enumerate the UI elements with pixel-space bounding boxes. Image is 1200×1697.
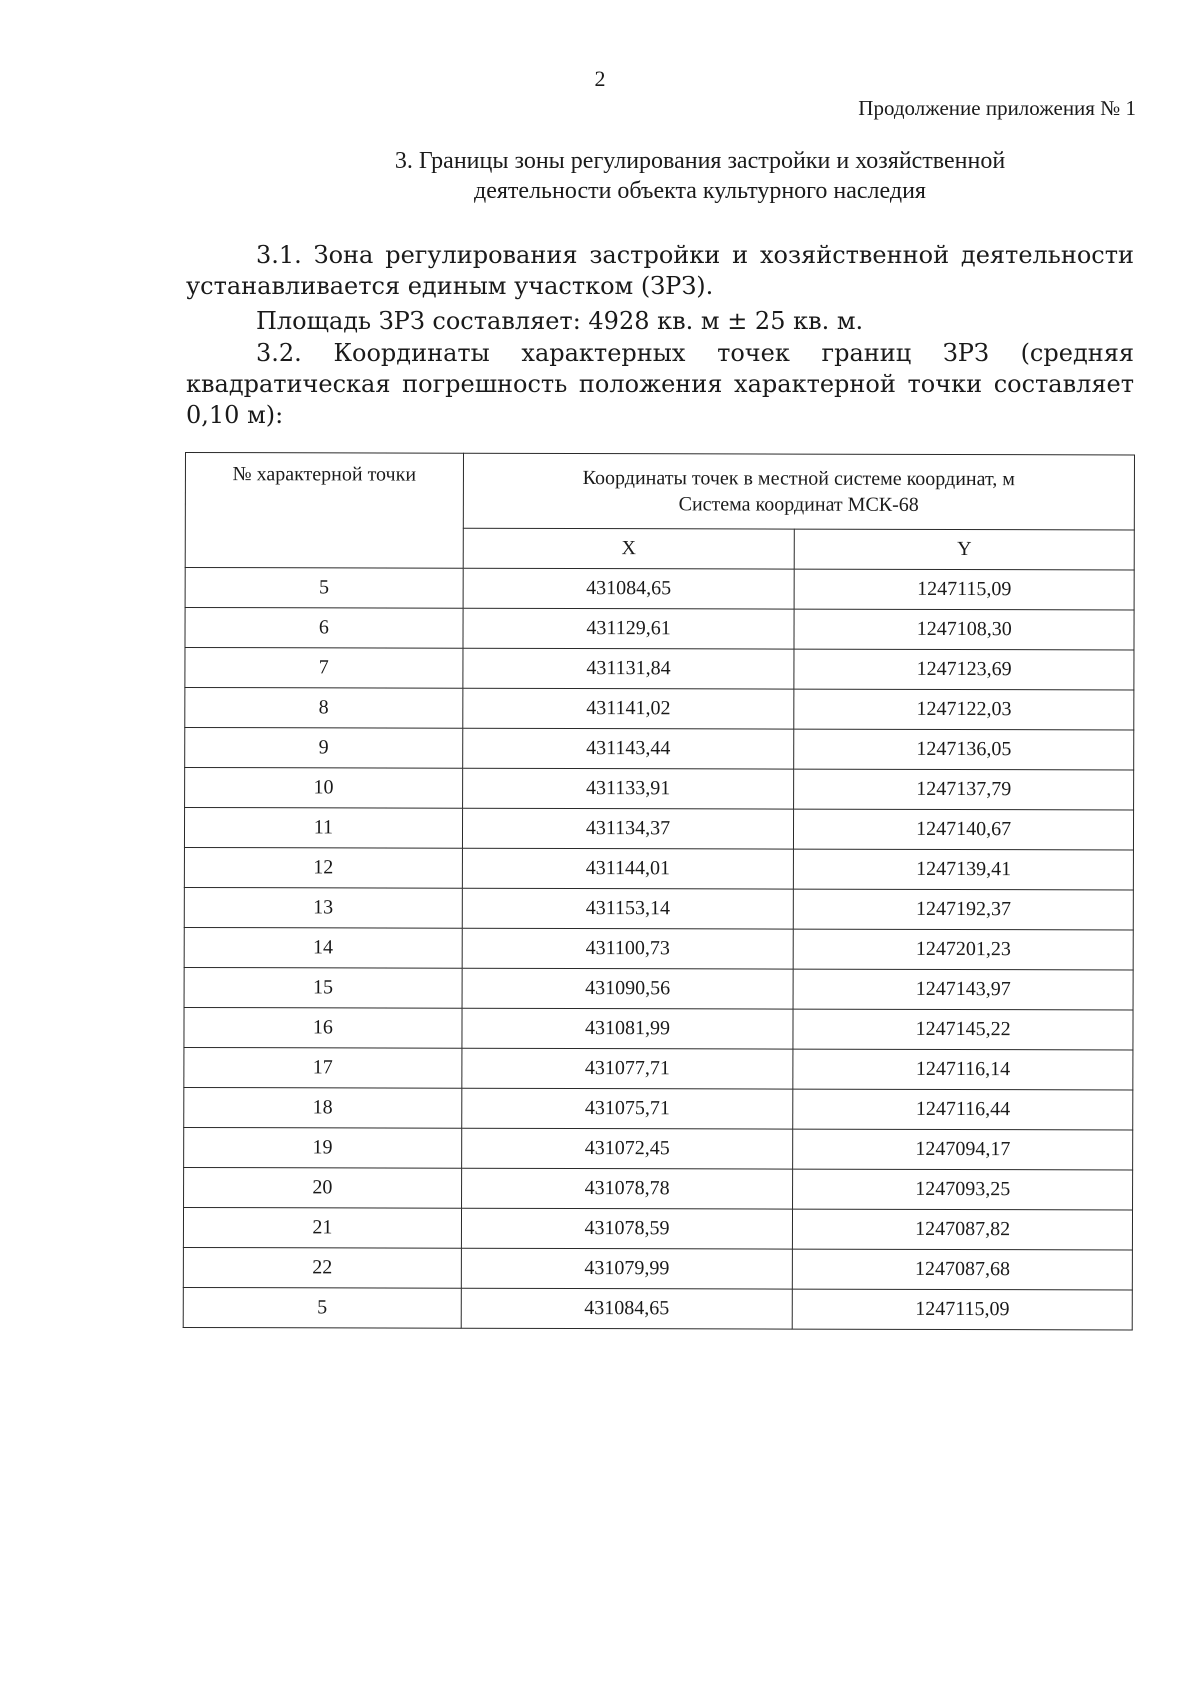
cell-y: 1247115,09 xyxy=(794,569,1134,610)
paragraph-area-text: Площадь ЗРЗ составляет: 4928 кв. м ± 25 кв. м. xyxy=(256,307,864,335)
table-row xyxy=(185,648,1134,690)
table-row xyxy=(183,1287,1132,1329)
cell-point: 5 xyxy=(183,1287,461,1328)
appendix-note: Продолжение приложения № 1 xyxy=(858,96,1136,120)
table-row xyxy=(185,688,1134,730)
table-row xyxy=(184,927,1133,969)
paragraph-area xyxy=(186,306,1134,337)
table-row xyxy=(184,1127,1133,1169)
section-title-line-1: 3. Границы зоны регулирования застройки и хозяйственной xyxy=(394,148,1006,174)
cell-x: 431084,65 xyxy=(461,1288,793,1329)
cell-y: 1247087,82 xyxy=(793,1209,1133,1250)
cell-x: 431078,59 xyxy=(461,1208,793,1249)
cell-y: 1247140,67 xyxy=(794,809,1134,850)
page-number: 2 xyxy=(594,66,606,91)
table-row xyxy=(184,847,1133,889)
header-coordinate-system-line-2: Система координат МСК-68 xyxy=(678,493,919,516)
cell-point: 10 xyxy=(185,768,463,809)
cell-x: 431144,01 xyxy=(462,848,794,889)
cell-x: 431143,44 xyxy=(462,728,794,769)
paragraph-3-2 xyxy=(186,338,1134,431)
cell-y: 1247139,41 xyxy=(794,849,1134,890)
cell-point: 8 xyxy=(185,688,463,729)
cell-x: 431090,56 xyxy=(462,968,794,1009)
paragraph-3-1 xyxy=(186,240,1134,302)
cell-point: 19 xyxy=(184,1127,462,1168)
cell-y: 1247122,03 xyxy=(794,689,1134,730)
cell-point: 9 xyxy=(185,728,463,769)
cell-x: 431153,14 xyxy=(462,888,794,929)
cell-y: 1247192,37 xyxy=(794,889,1134,930)
header-x: X xyxy=(463,528,795,569)
cell-x: 431078,78 xyxy=(461,1168,793,1209)
cell-y: 1247145,22 xyxy=(793,1009,1133,1050)
cell-x: 431129,61 xyxy=(463,608,795,649)
cell-point: 12 xyxy=(184,847,462,888)
cell-point: 16 xyxy=(184,1007,462,1048)
cell-x: 431075,71 xyxy=(461,1088,793,1129)
cell-point: 6 xyxy=(185,608,463,649)
table-row xyxy=(185,608,1134,650)
header-coordinate-system xyxy=(463,453,1134,530)
cell-x: 431134,37 xyxy=(462,808,794,849)
table-row xyxy=(184,1047,1133,1089)
cell-y: 1247136,05 xyxy=(794,729,1134,770)
table-row xyxy=(185,728,1134,770)
cell-x: 431084,65 xyxy=(463,568,795,609)
cell-y: 1247087,68 xyxy=(793,1249,1133,1290)
section-title-line-2: деятельности объекта культурного наследия xyxy=(474,178,926,204)
table-body xyxy=(183,568,1134,1330)
table-row xyxy=(183,1247,1132,1289)
table-row xyxy=(184,1167,1133,1209)
table-row xyxy=(184,1007,1133,1049)
table-row xyxy=(184,887,1133,929)
paragraph-3-1-text: 3.1. Зона регулирования застройки и хозяйственной деятельности устанавливается единым участком (ЗРЗ). xyxy=(186,241,1134,300)
table-row xyxy=(184,808,1133,850)
cell-point: 14 xyxy=(184,927,462,968)
cell-point: 11 xyxy=(184,808,462,849)
cell-x: 431079,99 xyxy=(461,1248,793,1289)
cell-y: 1247201,23 xyxy=(794,929,1134,970)
header-y: Y xyxy=(795,529,1135,570)
cell-y: 1247094,17 xyxy=(793,1129,1133,1170)
cell-x: 431072,45 xyxy=(461,1128,793,1169)
cell-point: 15 xyxy=(184,967,462,1008)
cell-point: 20 xyxy=(184,1167,462,1208)
cell-y: 1247143,97 xyxy=(793,969,1133,1010)
cell-point: 18 xyxy=(184,1087,462,1128)
header-point-number: № характерной точки xyxy=(185,453,463,569)
cell-x: 431141,02 xyxy=(463,688,795,729)
cell-y: 1247116,14 xyxy=(793,1049,1133,1090)
cell-point: 21 xyxy=(183,1207,461,1248)
cell-y: 1247123,69 xyxy=(794,649,1134,690)
cell-y: 1247108,30 xyxy=(794,609,1134,650)
header-coordinate-system-line-1: Координаты точек в местной системе координат, м xyxy=(582,466,1015,491)
cell-x: 431133,91 xyxy=(462,768,794,809)
cell-x: 431081,99 xyxy=(462,1008,794,1049)
cell-point: 17 xyxy=(184,1047,462,1088)
cell-x: 431131,84 xyxy=(463,648,795,689)
cell-x: 431077,71 xyxy=(462,1048,794,1089)
cell-y: 1247093,25 xyxy=(793,1169,1133,1210)
cell-point: 7 xyxy=(185,648,463,689)
table-row xyxy=(184,1087,1133,1129)
paragraph-3-2-text: 3.2. Координаты характерных точек границ ЗРЗ (средняя квадратическая погрешность положения характерной точки составляет 0,10 м): xyxy=(186,339,1134,429)
cell-x: 431100,73 xyxy=(462,928,794,969)
cell-y: 1247116,44 xyxy=(793,1089,1133,1130)
table-row xyxy=(185,568,1134,610)
table-row xyxy=(185,768,1134,810)
table-row xyxy=(184,967,1133,1009)
section-title xyxy=(300,146,1100,206)
cell-point: 5 xyxy=(185,568,463,609)
table-row xyxy=(183,1207,1132,1249)
cell-y: 1247115,09 xyxy=(793,1289,1133,1330)
coordinates-table xyxy=(183,452,1135,1330)
cell-point: 22 xyxy=(183,1247,461,1288)
cell-point: 13 xyxy=(184,887,462,928)
cell-y: 1247137,79 xyxy=(794,769,1134,810)
